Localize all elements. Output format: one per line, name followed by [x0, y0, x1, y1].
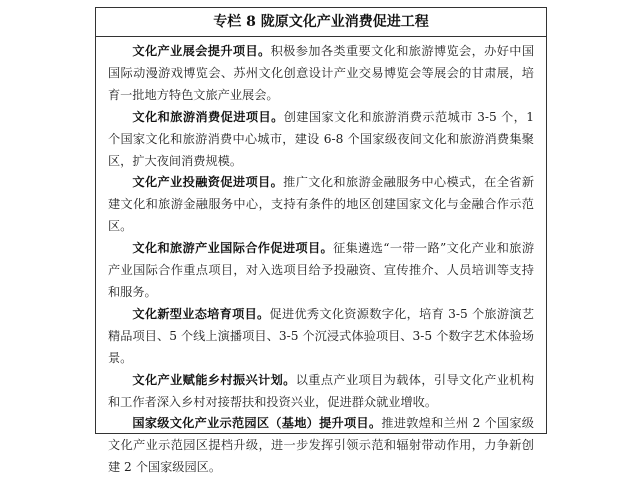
paragraph-body: 征集遴选“一带一路”文化产业和旅游产业国际合作重点项目，对入选项目给予投融资、宣传推介、人员培训等支持和服务。 — [108, 241, 535, 299]
paragraph-lead: 文化新型业态培育项目。 — [132, 306, 270, 321]
paragraph-body: 推进敦煌和兰州 2 个国家级文化产业示范园区提档升级，进一步发挥引领示范和辐射带动作用，力争新创建 2 个国家级园区。 — [108, 416, 534, 475]
paragraph-consumption — [108, 107, 534, 173]
paragraph-body: 以重点产业项目为载体，引导文化产业机构和工作者深入乡村对接帮扶和投资兴业，促进群众就业增收。 — [108, 372, 535, 409]
paragraph-lead: 文化产业展会提升项目。 — [132, 44, 271, 58]
paragraph-investment — [108, 172, 534, 238]
paragraph-body: 积极参加各类重要文化和旅游博览会，办好中国国际动漫游戏博览会、苏州文化创意设计产业交易博览会等展会的甘肃展，培育一批地方特色文旅产业展会。 — [108, 44, 535, 102]
paragraph-international — [108, 238, 534, 304]
box-content — [96, 37, 546, 479]
paragraph-lead: 文化产业赋能乡村振兴计划。 — [132, 372, 296, 387]
paragraph-body: 创建国家文化和旅游消费示范城市 3-5 个，1 个国家文化和旅游消费中心城市，建设 6-8 个国家级夜间文化和旅游消费集聚区，扩大夜间消费规模。 — [108, 109, 534, 168]
paragraph-lead: 文化和旅游消费促进项目。 — [132, 109, 284, 124]
paragraph-new-formats — [108, 304, 534, 370]
feature-box — [95, 7, 547, 475]
paragraph-rural — [108, 370, 534, 414]
paragraph-parks — [108, 413, 534, 479]
paragraph-lead: 文化和旅游产业国际合作促进项目。 — [132, 241, 334, 256]
box-title: 专栏 8 陇原文化产业消费促进工程 — [96, 8, 546, 37]
paragraph-lead: 国家级文化产业示范园区（基地）提升项目。 — [132, 416, 382, 431]
paragraph-exhibition — [108, 41, 534, 107]
paragraph-lead: 文化产业投融资促进项目。 — [132, 175, 284, 190]
paragraph-body: 推广文化和旅游金融服务中心模式，在全省新建文化和旅游金融服务中心，支持有条件的地区创建国家文化与金融合作示范区。 — [108, 175, 535, 234]
paragraph-body: 促进优秀文化资源数字化，培育 3-5 个旅游演艺精品项目、5 个线上演播项目、3-5 个沉浸式体验项目、3-5 个数字艺术体验场景。 — [108, 306, 535, 365]
